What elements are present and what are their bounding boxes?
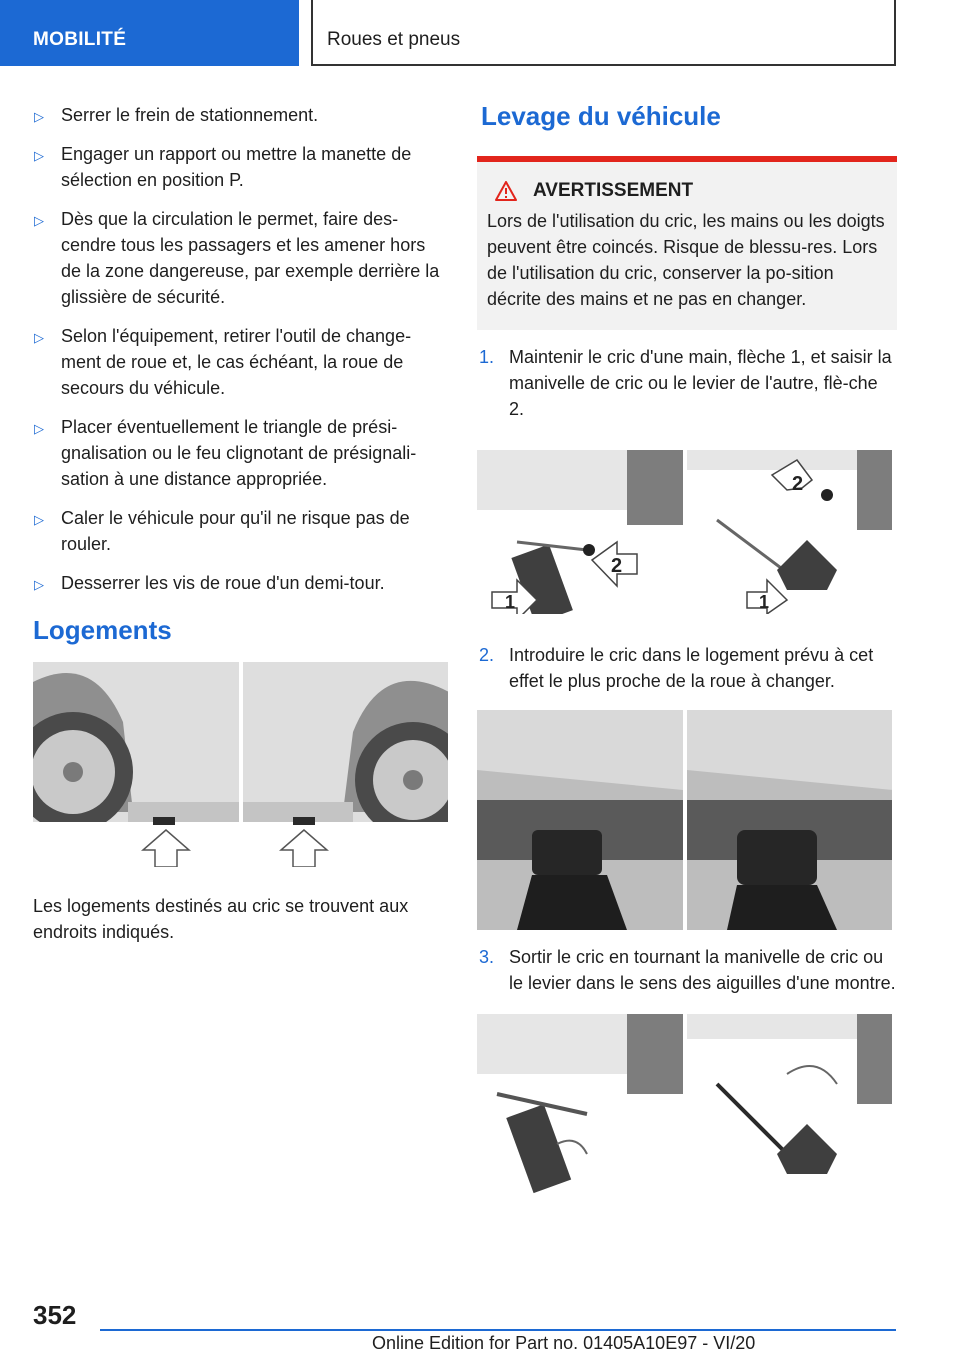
jack-inserted-image [687,710,893,930]
jack-insert-illustration [477,710,892,930]
list-item: ▷ Dès que la circulation le permet, faire des-cendre tous les passagers et les amener hors de la zone dangereuse, par exemple derrière la glissière de sécurité. [34,209,440,307]
footer-divider [100,1329,896,1331]
warning-title: AVERTISSEMENT [533,180,694,201]
jack-points-illustration [33,662,448,867]
chapter-title: Roues et pneus [311,0,896,66]
bullet-triangle-icon: ▷ [34,148,44,163]
illustration-caption: Les logements destinés au cric se trouvent aux endroits indiqués. [33,896,409,942]
jack-point-closeup-image [477,710,683,930]
warning-box [477,156,897,330]
step-list [477,344,897,422]
step-list [477,944,897,996]
bullet-triangle-icon: ▷ [34,109,44,124]
jack-point-front-image [33,662,239,867]
step-number: 1. [479,347,495,367]
edition-footer: Online Edition for Part no. 01405A10E97 - VI/20 [372,1333,756,1353]
jack-point-rear-image [243,662,449,867]
warning-heading [495,180,887,202]
warning-text: Lors de l'utilisation du cric, les mains ou les doigts peuvent être coincés. Risque de blessu-res. Lors de l'utilisation du cric, conserver la po-sition décrite des mains et ne pas en changer. [487,211,885,309]
left-column [33,102,448,945]
list-item: ▷ Engager un rapport ou mettre la manette de sélection en position P. [34,144,412,190]
fig-label: 1 [758,592,769,612]
list-item: ▷ Placer éventuellement le triangle de prési-gnalisation ou le feu clignotant de présignali-sation à une distance appropriée. [34,417,417,489]
step-text: Introduire le cric dans le logement prévu à cet effet le plus proche de la roue à changer. [509,645,874,691]
section-tab: MOBILITÉ [0,0,299,66]
jack-raise-crank-image [477,1014,683,1204]
bullet-triangle-icon: ▷ [34,421,44,436]
step-item [477,642,897,694]
jack-handling-illustration [477,450,892,614]
step-number: 2. [479,645,495,665]
step-number: 3. [479,947,495,967]
step-text: Maintenir le cric d'une main, flèche 1, et saisir la manivelle de cric ou le levier de l'autre, flè-che 2. [509,347,892,419]
step-item [477,344,897,422]
jack-raise-lever-image [687,1014,893,1204]
list-item: ▷ Serrer le frein de stationnement. [33,102,448,128]
step-text: Sortir le cric en tournant la manivelle de cric ou le levier dans le sens des aiguilles d'une montre. [509,947,896,993]
section-title-logements: Logements [33,615,172,645]
jack-hold-image [477,450,683,614]
instruction-list [33,102,448,596]
bullet-triangle-icon: ▷ [34,213,44,228]
warning-triangle-icon [495,181,517,201]
bullet-triangle-icon: ▷ [34,512,44,527]
fig-label: 2 [611,555,623,577]
step-item [477,944,897,996]
list-item: ▷ Caler le véhicule pour qu'il ne risque pas de rouler. [34,508,410,554]
page-number: 352 [33,1300,77,1330]
bullet-triangle-icon: ▷ [34,577,44,592]
list-item: ▷ Desserrer les vis de roue d'un demi-tour. [33,570,448,596]
list-item: ▷ Selon l'équipement, retirer l'outil de change-ment de roue et, le cas échéant, la roue de secours du véhicule. [34,326,412,398]
section-title-levage: Levage du véhicule [481,101,721,131]
bullet-triangle-icon: ▷ [34,330,44,345]
right-column [477,100,897,1204]
fig-label: 1 [505,592,516,612]
step-list [477,642,897,694]
jack-crank-image [687,450,893,614]
jack-raise-illustration [477,1014,892,1204]
fig-label: 2 [791,473,803,495]
